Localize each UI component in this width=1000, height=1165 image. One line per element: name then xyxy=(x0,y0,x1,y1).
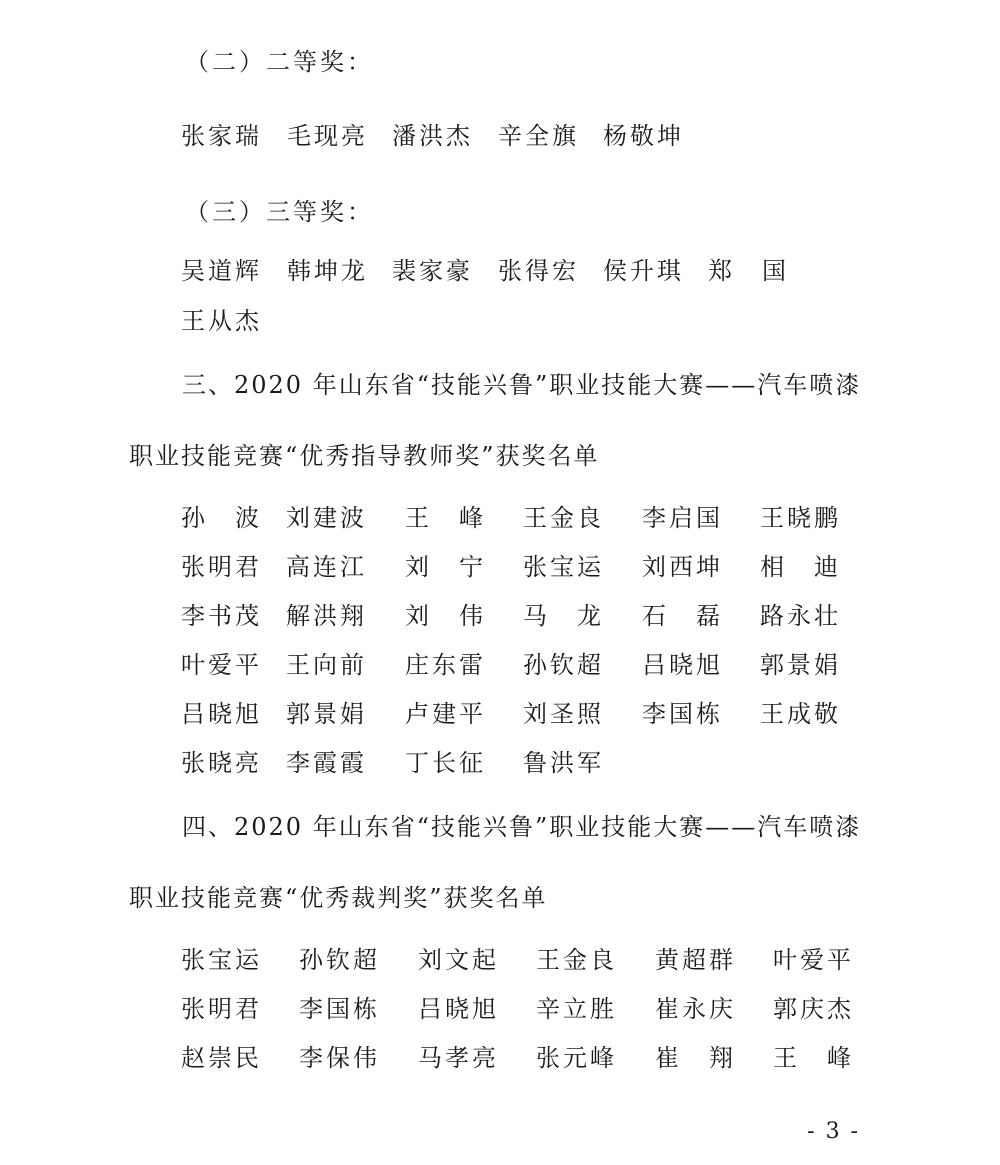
teacher-name: 刘圣照 xyxy=(523,700,604,728)
teacher-name: 李启国 xyxy=(642,504,723,532)
teacher-name: 解洪翔 xyxy=(286,602,367,630)
teacher-name: 郭景娟 xyxy=(760,651,841,679)
teacher-name: 李国栋 xyxy=(642,700,723,728)
referee-name: 辛立胜 xyxy=(536,995,617,1023)
referee-name: 张宝运 xyxy=(181,946,262,974)
third-prize-name: 裴家豪 xyxy=(392,257,473,285)
referee-name: 王 峰 xyxy=(773,1044,854,1072)
referee-name: 张元峰 xyxy=(536,1044,617,1072)
referee-name: 孙钦超 xyxy=(299,946,380,974)
second-prize-heading: （二）二等奖： xyxy=(185,48,374,76)
teacher-name: 庄东雷 xyxy=(405,651,486,679)
referee-name: 叶爱平 xyxy=(773,946,854,974)
third-prize-name: 郑 国 xyxy=(708,257,789,285)
referee-name: 刘文起 xyxy=(418,946,499,974)
referee-name: 崔永庆 xyxy=(655,995,736,1023)
teacher-name: 刘建波 xyxy=(286,504,367,532)
second-prize-name: 杨敬坤 xyxy=(603,122,684,150)
teacher-name: 吕晓旭 xyxy=(642,651,723,679)
referee-name: 李国栋 xyxy=(299,995,380,1023)
teacher-name: 张明君 xyxy=(181,553,262,581)
teacher-name: 高连江 xyxy=(286,553,367,581)
teacher-name: 李书茂 xyxy=(181,602,262,630)
teacher-name: 王成敬 xyxy=(760,700,841,728)
teacher-name: 郭景娟 xyxy=(286,700,367,728)
teacher-name: 石 磊 xyxy=(642,602,723,630)
referee-name: 马孝亮 xyxy=(418,1044,499,1072)
teacher-name: 马 龙 xyxy=(523,602,604,630)
second-prize-name: 潘洪杰 xyxy=(392,122,473,150)
referee-name: 王金良 xyxy=(536,946,617,974)
section4-title-line1: 四、2020 年山东省“技能兴鲁”职业技能大赛——汽车喷漆 xyxy=(182,813,862,841)
teacher-name: 丁长征 xyxy=(405,749,486,777)
teacher-name: 张宝运 xyxy=(523,553,604,581)
referee-name: 吕晓旭 xyxy=(418,995,499,1023)
teacher-name: 刘 宁 xyxy=(405,553,486,581)
teacher-name: 王 峰 xyxy=(405,504,486,532)
teacher-name: 李霞霞 xyxy=(286,749,367,777)
teacher-name: 相 迪 xyxy=(760,553,841,581)
teacher-name: 孙 波 xyxy=(181,504,262,532)
teacher-name: 刘西坤 xyxy=(642,553,723,581)
third-prize-name: 张得宏 xyxy=(498,257,579,285)
section4-title-line2: 职业技能竞赛“优秀裁判奖”获奖名单 xyxy=(129,884,548,912)
teacher-name: 吕晓旭 xyxy=(181,700,262,728)
third-prize-name: 吴道辉 xyxy=(181,257,262,285)
referee-name: 赵崇民 xyxy=(181,1044,262,1072)
teacher-name: 路永壮 xyxy=(760,602,841,630)
teacher-name: 王金良 xyxy=(523,504,604,532)
second-prize-name: 辛全旗 xyxy=(498,122,579,150)
teacher-name: 张晓亮 xyxy=(181,749,262,777)
teacher-name: 卢建平 xyxy=(405,700,486,728)
third-prize-name: 侯升琪 xyxy=(603,257,684,285)
referee-name: 张明君 xyxy=(181,995,262,1023)
teacher-name: 王晓鹏 xyxy=(760,504,841,532)
referee-name: 崔 翔 xyxy=(655,1044,736,1072)
third-prize-name: 王从杰 xyxy=(181,307,262,335)
referee-name: 黄超群 xyxy=(655,946,736,974)
page-number: - 3 - xyxy=(807,1119,860,1144)
teacher-name: 孙钦超 xyxy=(523,651,604,679)
referee-name: 郭庆杰 xyxy=(773,995,854,1023)
third-prize-name: 韩坤龙 xyxy=(287,257,368,285)
teacher-name: 鲁洪军 xyxy=(523,749,604,777)
second-prize-name: 张家瑞 xyxy=(181,122,262,150)
third-prize-heading: （三）三等奖： xyxy=(185,198,374,226)
teacher-name: 王向前 xyxy=(286,651,367,679)
section3-title-line1: 三、2020 年山东省“技能兴鲁”职业技能大赛——汽车喷漆 xyxy=(182,371,862,399)
section3-title-line2: 职业技能竞赛“优秀指导教师奖”获奖名单 xyxy=(129,442,600,470)
teacher-name: 叶爱平 xyxy=(181,651,262,679)
second-prize-name: 毛现亮 xyxy=(287,122,368,150)
referee-name: 李保伟 xyxy=(299,1044,380,1072)
teacher-name: 刘 伟 xyxy=(405,602,486,630)
